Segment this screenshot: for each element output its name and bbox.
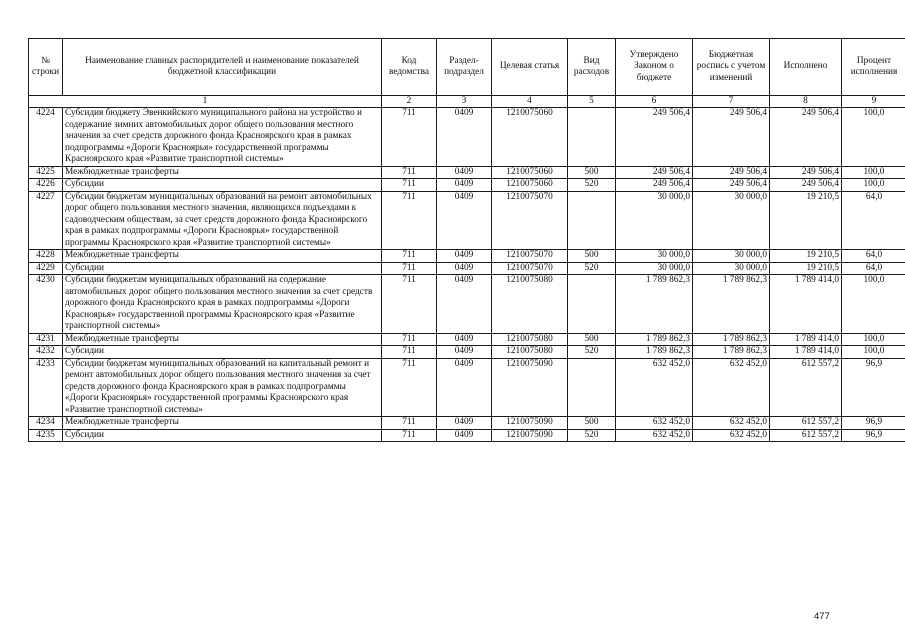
row-expense-type: 520 — [568, 179, 616, 192]
row-percent: 100,0 — [842, 108, 905, 167]
row-number: 4224 — [29, 108, 63, 167]
table-row — [29, 358, 905, 417]
row-budget-list-amount: 1 789 862,3 — [693, 333, 770, 346]
row-section-code: 0409 — [437, 417, 492, 430]
header-name: Наименование главных распорядителей и наименование показателей бюджетной классификации — [63, 39, 382, 96]
row-budget-list-amount: 1 789 862,3 — [693, 275, 770, 334]
row-dept-code: 711 — [382, 262, 437, 275]
row-expense-type: 520 — [568, 262, 616, 275]
row-section-code: 0409 — [437, 166, 492, 179]
budget-execution-table — [28, 38, 905, 442]
row-percent: 100,0 — [842, 179, 905, 192]
column-number: 3 — [437, 96, 492, 108]
row-target-code: 1210075060 — [492, 166, 568, 179]
row-percent: 64,0 — [842, 191, 905, 250]
row-executed-amount: 612 557,2 — [770, 429, 842, 442]
row-budget-list-amount: 30 000,0 — [693, 191, 770, 250]
row-target-code: 1210075070 — [492, 250, 568, 263]
row-budget-list-amount: 1 789 862,3 — [693, 346, 770, 359]
row-dept-code: 711 — [382, 191, 437, 250]
row-executed-amount: 249 506,4 — [770, 166, 842, 179]
table-row — [29, 108, 905, 167]
column-number: 5 — [568, 96, 616, 108]
row-expense-type — [568, 191, 616, 250]
column-number-row — [29, 96, 905, 108]
row-executed-amount: 1 789 414,0 — [770, 346, 842, 359]
row-percent: 100,0 — [842, 275, 905, 334]
row-number: 4226 — [29, 179, 63, 192]
row-section-code: 0409 — [437, 346, 492, 359]
row-target-code: 1210075070 — [492, 262, 568, 275]
row-number: 4227 — [29, 191, 63, 250]
table-body — [29, 108, 905, 442]
table-row — [29, 191, 905, 250]
row-number: 4235 — [29, 429, 63, 442]
row-target-code: 1210075070 — [492, 191, 568, 250]
page-number: 477 — [814, 611, 830, 622]
row-target-code: 1210075090 — [492, 358, 568, 417]
column-number: 8 — [770, 96, 842, 108]
row-budget-list-amount: 30 000,0 — [693, 250, 770, 263]
row-expense-type: 520 — [568, 429, 616, 442]
row-section-code: 0409 — [437, 275, 492, 334]
header-section: Раздел-подраздел — [437, 39, 492, 96]
column-number: 4 — [492, 96, 568, 108]
table-row — [29, 166, 905, 179]
row-expense-type: 500 — [568, 333, 616, 346]
row-executed-amount: 19 210,5 — [770, 191, 842, 250]
row-executed-amount: 19 210,5 — [770, 262, 842, 275]
row-executed-amount: 612 557,2 — [770, 417, 842, 430]
row-dept-code: 711 — [382, 166, 437, 179]
row-approved-amount: 30 000,0 — [616, 262, 693, 275]
row-section-code: 0409 — [437, 191, 492, 250]
header-executed: Исполнено — [770, 39, 842, 96]
row-expense-type: 500 — [568, 166, 616, 179]
row-approved-amount: 30 000,0 — [616, 250, 693, 263]
row-name: Субсидии бюджетам муниципальных образований на ремонт автомобильных дорог общего пользования местного значения, являющихся подъездами к садоводческим обществам, за счет средств дорожного фонда Красноярского края в рамках подпрограммы «Дороги Красноярья» государственной программы Красноярского края «Развитие транспортной системы» — [63, 191, 382, 250]
row-expense-type: 500 — [568, 417, 616, 430]
row-executed-amount: 249 506,4 — [770, 108, 842, 167]
table-row — [29, 346, 905, 359]
row-name: Субсидии — [63, 346, 382, 359]
row-budget-list-amount: 632 452,0 — [693, 429, 770, 442]
table-row — [29, 262, 905, 275]
row-name: Субсидии — [63, 262, 382, 275]
row-approved-amount: 249 506,4 — [616, 166, 693, 179]
row-expense-type: 500 — [568, 250, 616, 263]
table-row — [29, 250, 905, 263]
row-target-code: 1210075090 — [492, 417, 568, 430]
row-section-code: 0409 — [437, 262, 492, 275]
row-dept-code: 711 — [382, 333, 437, 346]
row-name: Субсидии бюджетам муниципальных образований на содержание автомобильных дорог общего пользования местного значения за счет средств дорожного фонда Красноярского края в рамках подпрограммы «Дороги Красноярья» государственной программы Красноярского края «Развитие транспортной системы» — [63, 275, 382, 334]
column-number: 1 — [29, 96, 382, 108]
row-percent: 64,0 — [842, 262, 905, 275]
row-name: Субсидии — [63, 179, 382, 192]
row-expense-type — [568, 108, 616, 167]
row-expense-type — [568, 358, 616, 417]
row-number: 4225 — [29, 166, 63, 179]
row-executed-amount: 1 789 414,0 — [770, 333, 842, 346]
row-name: Межбюджетные трансферты — [63, 250, 382, 263]
row-number: 4234 — [29, 417, 63, 430]
row-section-code: 0409 — [437, 250, 492, 263]
row-approved-amount: 1 789 862,3 — [616, 275, 693, 334]
row-executed-amount: 612 557,2 — [770, 358, 842, 417]
row-percent: 100,0 — [842, 333, 905, 346]
row-approved-amount: 1 789 862,3 — [616, 346, 693, 359]
row-target-code: 1210075060 — [492, 108, 568, 167]
row-expense-type: 520 — [568, 346, 616, 359]
row-dept-code: 711 — [382, 108, 437, 167]
row-section-code: 0409 — [437, 333, 492, 346]
row-expense-type — [568, 275, 616, 334]
row-name: Субсидия бюджету Эвенкийского муниципального района на устройство и содержание зимних автомобильных дорог общего пользования местного значения за счет средств дорожного фонда Красноярского края в рамках подпрограммы «Дороги Красноярья» государственной программы Красноярского края «Развитие транспортной системы» — [63, 108, 382, 167]
row-section-code: 0409 — [437, 108, 492, 167]
row-approved-amount: 249 506,4 — [616, 179, 693, 192]
row-target-code: 1210075090 — [492, 429, 568, 442]
row-approved-amount: 632 452,0 — [616, 358, 693, 417]
row-section-code: 0409 — [437, 429, 492, 442]
row-executed-amount: 249 506,4 — [770, 179, 842, 192]
row-dept-code: 711 — [382, 179, 437, 192]
row-number: 4231 — [29, 333, 63, 346]
column-number: 9 — [842, 96, 905, 108]
row-budget-list-amount: 249 506,4 — [693, 108, 770, 167]
header-approved: Утверждено Законом о бюджете — [616, 39, 693, 96]
row-target-code: 1210075060 — [492, 179, 568, 192]
row-budget-list-amount: 632 452,0 — [693, 417, 770, 430]
row-dept-code: 711 — [382, 346, 437, 359]
table-row — [29, 417, 905, 430]
row-dept-code: 711 — [382, 358, 437, 417]
row-section-code: 0409 — [437, 358, 492, 417]
row-dept-code: 711 — [382, 417, 437, 430]
header-row — [29, 39, 905, 96]
row-target-code: 1210075080 — [492, 333, 568, 346]
row-budget-list-amount: 30 000,0 — [693, 262, 770, 275]
row-percent: 96,9 — [842, 358, 905, 417]
header-percent: Процент исполнения — [842, 39, 905, 96]
row-approved-amount: 30 000,0 — [616, 191, 693, 250]
row-budget-list-amount: 249 506,4 — [693, 166, 770, 179]
row-percent: 100,0 — [842, 166, 905, 179]
header-budget-list: Бюджетная роспись с учетом изменений — [693, 39, 770, 96]
row-executed-amount: 19 210,5 — [770, 250, 842, 263]
row-number: 4229 — [29, 262, 63, 275]
table-row — [29, 429, 905, 442]
row-approved-amount: 1 789 862,3 — [616, 333, 693, 346]
row-target-code: 1210075080 — [492, 346, 568, 359]
row-dept-code: 711 — [382, 250, 437, 263]
row-number: 4232 — [29, 346, 63, 359]
row-number: 4230 — [29, 275, 63, 334]
row-number: 4233 — [29, 358, 63, 417]
row-percent: 64,0 — [842, 250, 905, 263]
header-target: Целевая статья — [492, 39, 568, 96]
table-row — [29, 179, 905, 192]
row-budget-list-amount: 249 506,4 — [693, 179, 770, 192]
row-target-code: 1210075080 — [492, 275, 568, 334]
header-row-no: № строки — [29, 39, 63, 96]
row-executed-amount: 1 789 414,0 — [770, 275, 842, 334]
row-name: Субсидии бюджетам муниципальных образований на капитальный ремонт и ремонт автомобильных дорог общего пользования местного значения за счет средств дорожного фонда Красноярского края в рамках подпрограммы «Дороги Красноярья» государственной программы Красноярского края «Развитие транспортной системы» — [63, 358, 382, 417]
table-row — [29, 275, 905, 334]
row-dept-code: 711 — [382, 275, 437, 334]
row-approved-amount: 632 452,0 — [616, 417, 693, 430]
row-name: Субсидии — [63, 429, 382, 442]
row-approved-amount: 249 506,4 — [616, 108, 693, 167]
header-dept: Код ведомства — [382, 39, 437, 96]
row-approved-amount: 632 452,0 — [616, 429, 693, 442]
column-number: 6 — [616, 96, 693, 108]
row-dept-code: 711 — [382, 429, 437, 442]
row-section-code: 0409 — [437, 179, 492, 192]
row-budget-list-amount: 632 452,0 — [693, 358, 770, 417]
header-expense-type: Вид расходов — [568, 39, 616, 96]
row-name: Межбюджетные трансферты — [63, 333, 382, 346]
row-name: Межбюджетные трансферты — [63, 166, 382, 179]
column-number: 7 — [693, 96, 770, 108]
row-percent: 96,9 — [842, 429, 905, 442]
row-name: Межбюджетные трансферты — [63, 417, 382, 430]
row-percent: 100,0 — [842, 346, 905, 359]
row-number: 4228 — [29, 250, 63, 263]
column-number: 2 — [382, 96, 437, 108]
table-row — [29, 333, 905, 346]
row-percent: 96,9 — [842, 417, 905, 430]
